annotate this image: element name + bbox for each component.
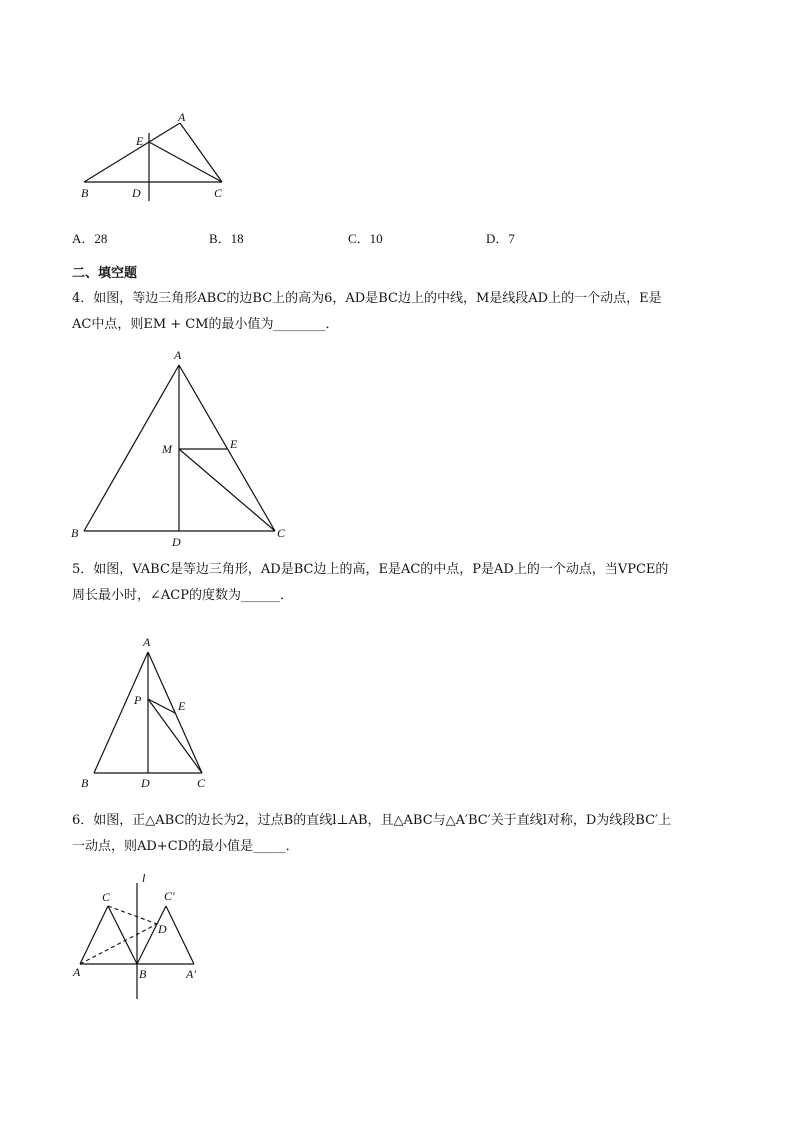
question-5-line-2: 周长最小时，∠ACP的度数为______． (72, 588, 293, 603)
choice-d-letter: D． (486, 231, 509, 246)
question-6-line-1: 6．如图，正△ABC的边长为2，过点B的直线l⊥AB，且△ABC与△A′BC′关于直线l对称，D为线段BC′上 (72, 813, 671, 828)
choice-a-value: 28 (94, 231, 108, 246)
choice-b-letter: B． (209, 231, 231, 246)
segment-ab (94, 652, 148, 773)
label-e: E (178, 699, 186, 713)
label-a: A (178, 110, 186, 124)
label-l: l (142, 871, 146, 885)
label-a: A (143, 635, 151, 649)
question-4-line-1: 4．如图，等边三角形ABC的边BC上的高为6，AD是BC边上的中线，M是线段AD上的一个动点，E是 (72, 291, 662, 306)
label-c: C (197, 776, 206, 790)
question-4 (72, 286, 732, 338)
segment-ec (149, 142, 222, 182)
label-d: D (132, 186, 141, 200)
figure-q5 (76, 630, 226, 795)
segment-ac (179, 365, 275, 531)
segment-c-prime-a-prime (166, 906, 194, 964)
question-6-line-2: 一动点，则AD+CD的最小值是_____． (72, 839, 299, 854)
label-a: A (73, 965, 81, 979)
choice-a-letter: A． (72, 231, 95, 246)
figure-q4 (66, 345, 296, 550)
choice-c[interactable] (348, 228, 383, 247)
segment-ba (84, 123, 180, 182)
label-b: B (139, 967, 147, 981)
question-4-line-2: AC中点，则EM + CM的最小值为________． (72, 317, 339, 332)
label-e: E (136, 134, 144, 148)
segment-mc (179, 449, 275, 531)
choice-d[interactable] (486, 228, 515, 247)
label-e: E (230, 437, 238, 451)
label-b: B (81, 186, 89, 200)
segment-ac (180, 123, 222, 182)
question-6 (72, 808, 732, 860)
label-d: D (172, 535, 181, 549)
label-b: B (71, 526, 79, 540)
section-title: 二、填空题 (72, 266, 138, 281)
label-d: D (158, 922, 167, 936)
choice-c-value: 10 (369, 231, 383, 246)
label-p: P (134, 693, 142, 707)
choice-b-value: 18 (230, 231, 244, 246)
label-a-prime: A′ (186, 967, 196, 981)
segment-cb (108, 906, 137, 964)
label-c: C (214, 186, 223, 200)
segment-pc (148, 699, 202, 773)
choice-b[interactable] (209, 228, 244, 247)
choice-c-letter: C． (348, 231, 370, 246)
choice-a[interactable] (72, 228, 107, 247)
choice-d-value: 7 (508, 231, 515, 246)
label-c: C (102, 890, 111, 904)
label-a: A (174, 348, 182, 362)
question-5-line-1: 5．如图，VABC是等边三角形，AD是BC边上的高，E是AC的中点，P是AD上的一个动点，当VPCE的 (72, 562, 669, 577)
label-d: D (141, 776, 150, 790)
segment-ad-dashed (80, 924, 157, 964)
figure-q6 (66, 865, 226, 1005)
label-c-prime: C′ (164, 889, 175, 903)
question-5 (72, 557, 732, 609)
segment-ac (80, 906, 108, 964)
label-m: M (162, 442, 172, 456)
segment-pe (148, 699, 175, 713)
figure-q3 (70, 105, 250, 205)
label-c: C (277, 526, 286, 540)
label-b: B (81, 776, 89, 790)
